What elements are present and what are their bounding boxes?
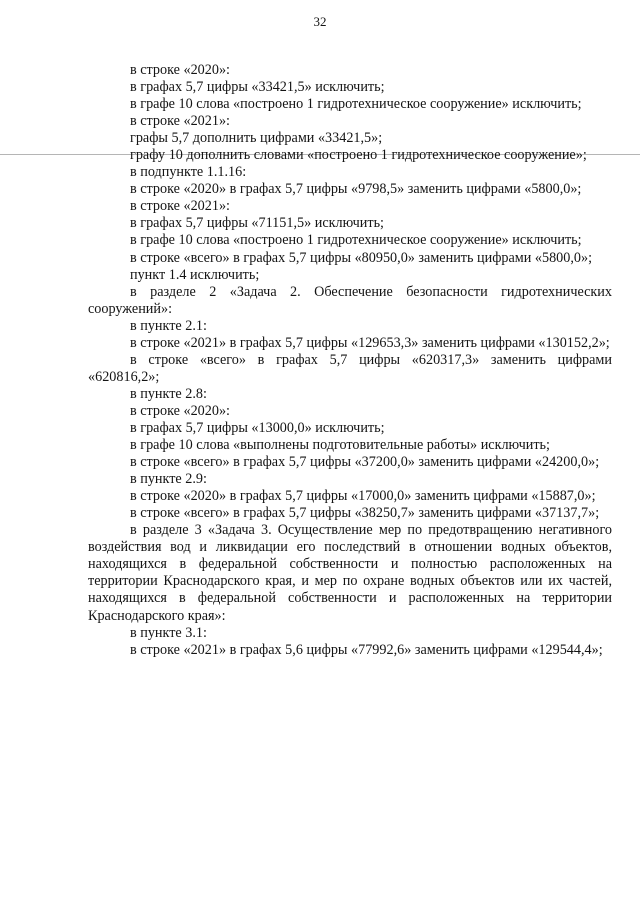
- paragraph: в строке «2020» в графах 5,7 цифры «17000,0» заменить цифрами «15887,0»;: [130, 488, 596, 505]
- paragraph: в подпункте 1.1.16:: [130, 164, 247, 181]
- paragraph: в строке «2020» в графах 5,7 цифры «9798,5» заменить цифрами «5800,0»;: [130, 181, 582, 198]
- paragraph: в пункте 2.9:: [130, 471, 207, 488]
- paragraph: в строке «2021»:: [130, 198, 230, 215]
- paragraph: в строке «всего» в графах 5,7 цифры «80950,0» заменить цифрами «5800,0»;: [130, 249, 593, 266]
- page-number: 32: [313, 14, 327, 29]
- paragraph: графы 5,7 дополнить цифрами «33421,5»;: [130, 130, 383, 147]
- paragraph: в графе 10 слова «построено 1 гидротехническое сооружение» исключить;: [130, 232, 582, 249]
- paragraph: в пункте 3.1:: [130, 624, 207, 641]
- paragraph: в разделе 2 «Задача 2. Обеспечение безопасности гидротехнических сооружений»:: [88, 283, 612, 317]
- paragraph: в строке «2021»:: [130, 113, 230, 130]
- paragraph: в пункте 2.8:: [130, 385, 207, 402]
- paragraph: в графе 10 слова «построено 1 гидротехническое сооружение» исключить;: [130, 96, 582, 113]
- paragraph: пункт 1.4 исключить;: [130, 266, 260, 283]
- document-body: [88, 62, 612, 659]
- paragraph: в строке «2020»:: [130, 62, 230, 78]
- paragraph: в строке «всего» в графах 5,7 цифры «38250,7» заменить цифрами «37137,7»;: [130, 505, 600, 522]
- paragraph: графу 10 дополнить словами «построено 1 гидротехническое сооружение»;: [130, 147, 587, 164]
- paragraph: в графах 5,7 цифры «71151,5» исключить;: [130, 215, 384, 232]
- paragraph: в строке «2020»:: [130, 402, 230, 419]
- paragraph: в разделе 3 «Задача 3. Осуществление мер по предотвращению негативного воздействия вод и ликвидации его последствий в отношении водных объектов, находящихся в федеральной собственности и полностью расположенных на территории Краснодарского края, и мер по охране водных объектов или их частей, находящихся в федеральной собственности и расположенных на территории Краснодарского края»:: [88, 522, 612, 624]
- paragraph: в строке «2021» в графах 5,6 цифры «77992,6» заменить цифрами «129544,4»;: [130, 641, 603, 658]
- paragraph: в строке «всего» в графах 5,7 цифры «37200,0» заменить цифрами «24200,0»;: [130, 454, 600, 471]
- paragraph: в графах 5,7 цифры «13000,0» исключить;: [130, 419, 385, 436]
- paragraph: в строке «2021» в графах 5,7 цифры «129653,3» заменить цифрами «130152,2»;: [130, 334, 610, 351]
- paragraph: в пункте 2.1:: [130, 317, 207, 334]
- paragraph: в графах 5,7 цифры «33421,5» исключить;: [130, 79, 385, 96]
- paragraph: в строке «всего» в графах 5,7 цифры «620317,3» заменить цифрами «620816,2»;: [88, 351, 612, 385]
- paragraph: в графе 10 слова «выполнены подготовительные работы» исключить;: [130, 437, 550, 454]
